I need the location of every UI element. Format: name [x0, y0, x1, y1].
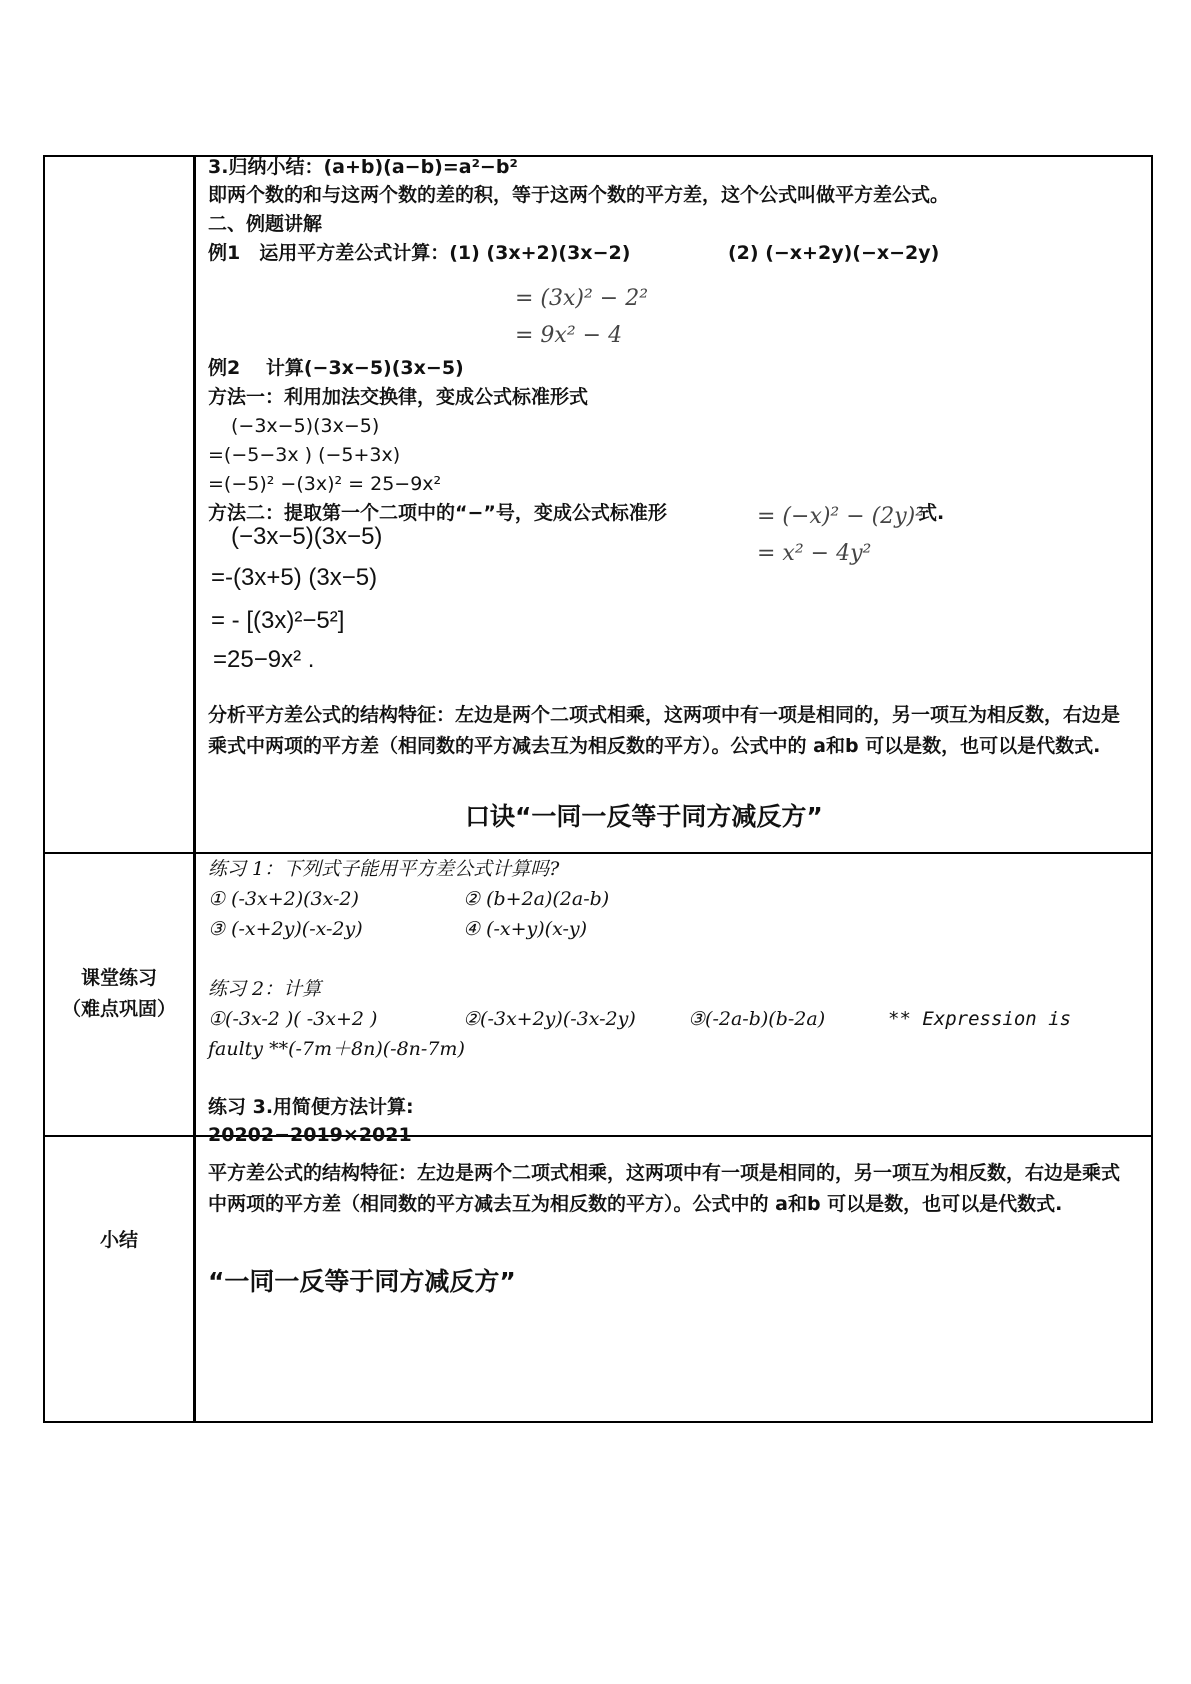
practice-label-line2: （难点巩固）	[61, 998, 176, 1020]
summary-paragraph: 平方差公式的结构特征：左边是两个二项式相乘，这两项中有一项是相同的，另一项互为相反数，右边是乘式中两项的平方差（相同数的平方减去互为相反数的平方）。公式中的 a和b 可以是数，也可以是代数式.	[208, 1162, 1121, 1215]
method-2-line3: = - [(3x)²−5²]	[211, 607, 345, 634]
practice-label-line1: 课堂练习	[80, 967, 157, 989]
practice-2-item-e: faulty **(-7m＋8n)(-8n-7m)	[208, 1038, 465, 1060]
example-1-title: 例1 运用平方差公式计算：(1) (3x+2)(3x−2)	[208, 242, 631, 264]
practice-2-item-d: ** Expression is	[888, 1008, 1072, 1030]
practice-2-title: 练习 2：计算	[208, 978, 322, 1000]
method-1-line2: =(−5−3x ) (−5+3x)	[208, 444, 401, 466]
example-1b-solution-line1: = (−x)² − (2y)²	[757, 504, 925, 529]
analysis-paragraph: 分析平方差公式的结构特征：左边是两个二项式相乘，这两项中有一项是相同的，另一项互为相反数，右边是乘式中两项的平方差（相同数的平方减去互为相反数的平方）。公式中的 a和b 可以是数，也可以是代数式.	[208, 704, 1121, 757]
method-1-title: 方法一：利用加法交换律，变成公式标准形式	[208, 386, 589, 408]
method-2-line1: (−3x−5)(3x−5)	[231, 523, 383, 550]
example-1b-solution-line2: = x² − 4y²	[757, 541, 872, 566]
practice-1-item-d: ④ (-x+y)(x-y)	[463, 918, 588, 940]
method-2-title-end: 式.	[918, 502, 945, 524]
summary-text: 即两个数的和与这两个数的差的积，等于这两个数的平方差，这个公式叫做平方差公式。	[208, 184, 950, 206]
mnemonic: 口诀“一同一反等于同方减反方”	[465, 802, 823, 831]
column-divider	[193, 157, 196, 1421]
practice-3-expression: 20202−2019×2021	[208, 1124, 412, 1146]
method-1-line3: =(−5)² −(3x)² = 25−9x²	[208, 473, 442, 495]
example-1-part2: (2) (−x+2y)(−x−2y)	[728, 242, 940, 264]
practice-2-item-b: ②(-3x+2y)(-3x-2y)	[463, 1008, 636, 1030]
practice-1-item-c: ③ (-x+2y)(-x-2y)	[208, 918, 363, 940]
example-1-solution-line1: = (3x)² − 2²	[515, 286, 649, 311]
practice-3-title: 练习 3.用简便方法计算:	[208, 1096, 414, 1118]
method-1-line1: (−3x−5)(3x−5)	[231, 415, 380, 437]
section-heading: 二、例题讲解	[208, 213, 323, 235]
method-2-line2: =-(3x+5) (3x−5)	[211, 564, 378, 591]
method-2-title: 方法二：提取第一个二项中的“−”号，变成公式标准形	[208, 502, 667, 524]
summary-label: 小结	[99, 1229, 138, 1251]
practice-1-title: 练习 1：下列式子能用平方差公式计算吗?	[208, 858, 560, 880]
summary-title: 3.归纳小结：(a+b)(a−b)=a²−b²	[208, 156, 518, 178]
practice-label	[45, 963, 193, 1025]
practice-1-item-b: ② (b+2a)(2a-b)	[463, 888, 610, 910]
method-2-line4: =25−9x² .	[213, 646, 315, 673]
practice-1-item-a: ① (-3x+2)(3x-2)	[208, 888, 359, 910]
practice-2-item-a: ①(-3x-2 )( -3x+2 )	[208, 1008, 378, 1030]
lesson-table	[43, 155, 1153, 1423]
summary-mnemonic: “一同一反等于同方减反方”	[208, 1267, 516, 1296]
example-2-title: 例2 计算(−3x−5)(3x−5)	[208, 357, 464, 379]
practice-2-item-c: ③(-2a-b)(b-2a)	[688, 1008, 826, 1030]
example-1-solution-line2: = 9x² − 4	[515, 323, 623, 348]
